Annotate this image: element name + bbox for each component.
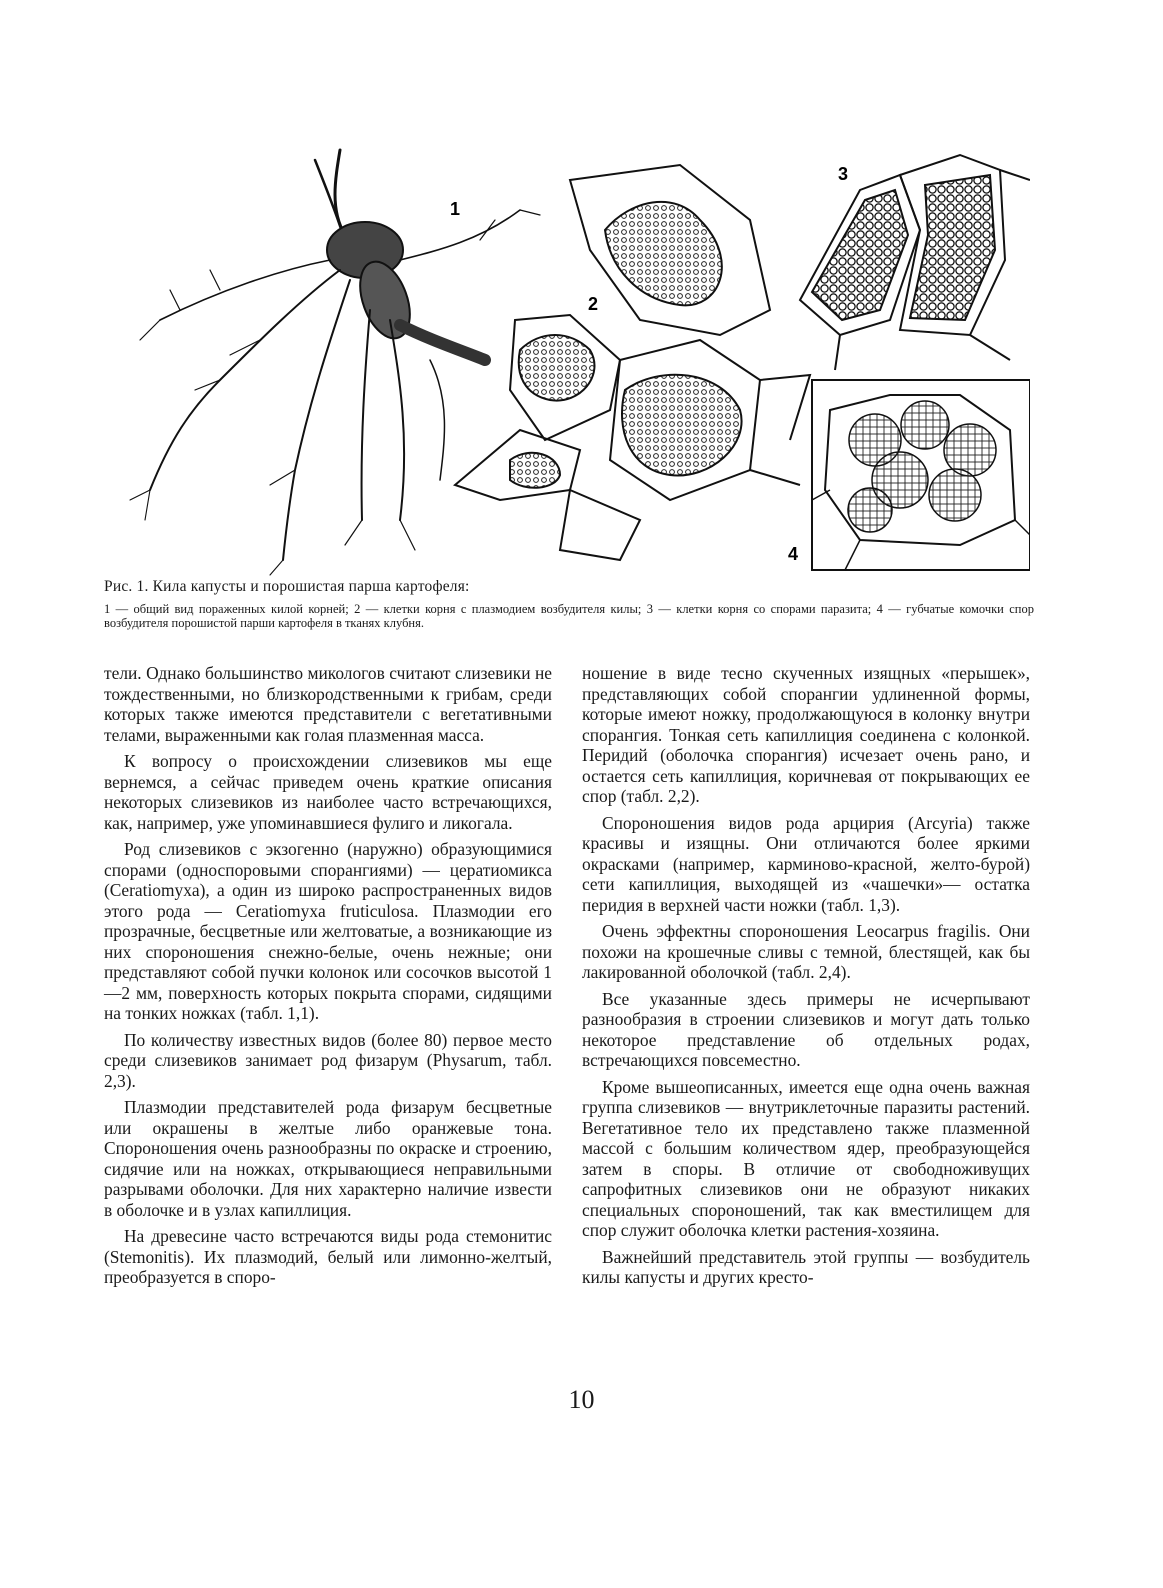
label-2: 2: [588, 294, 599, 314]
paragraph: Род слизевиков с экзогенно (наружно) образующимися спорами (односпоровыми спорангиями) — цератиомикса (Ceratiomyxa), а один из широко распространенных видов этого рода — Ceratiomyxa fruticulosa. Плазмодии его прозрачные, бесцветные или желтоватые, а возникающие из них спороношения снежно-белые, очень нежные; они представляют собой пучки колонок или сосочков высотой 1—2 мм, поверхность которых покрыта спорами, сидящими на тонких ножках (табл. 1,1).: [104, 839, 552, 1023]
figure-illustration: [100, 140, 1030, 580]
paragraph: тели. Однако большинство микологов считают слизевики не тождественными, но близкородственными к грибам, среди которых также имеются представители с вегетативными телами, выраженными как голая плазменная масса.: [104, 663, 552, 745]
left-column: [104, 663, 552, 1294]
figure-1: [100, 140, 1030, 580]
panel-4-spore-balls: [812, 380, 1030, 570]
caption-legend: 1 — общий вид пораженных килой корней; 2 — клетки корня с плазмодием возбудителя килы; 3 — клетки корня со спорами паразита; 4 — губчатые комочки спор возбудителя порошистой парши картофеля в тканях клубня.: [104, 602, 1034, 630]
paragraph: По количеству известных видов (более 80) первое место среди слизевиков занимает род физарум (Physarum, табл. 2,3).: [104, 1029, 552, 1091]
paragraph: Кроме вышеописанных, имеется еще одна очень важная группа слизевиков — внутриклеточные паразиты растений. Вегетативное тело их представлено также плазменной массой с большим количеством ядер, преобразующейся затем в споры. В отличие от свободноживущих сапрофитных слизевиков они не образуют никаких специальных спороношений, так как вместилищем для спор служит оболочка клетки растения-хозяина.: [582, 1076, 1030, 1240]
paragraph: На древесине часто встречаются виды рода стемонитис (Stemonitis). Их плазмодий, белый или лимонно-желтый, преобразуется в споро-: [104, 1226, 552, 1287]
paragraph: Очень эффектны спороношения Leocarpus fragilis. Они похожи на крошечные сливы с темной, блестящей, как бы лакированной оболочкой (табл. 2,4).: [582, 921, 1030, 982]
panel-1-roots: [130, 150, 540, 575]
paragraph: Важнейший представитель этой группы — возбудитель килы капусты и других кресто-: [582, 1246, 1030, 1287]
page-number: 10: [568, 1385, 595, 1414]
paragraph: Спороношения видов рода арцирия (Arcyria) также красивы и изящны. Они отличаются более яркими окрасками (например, карминово-красной, желто-бурой) сети капиллиция, выходящей из «чашечки»— остатка перидия в верхней части ножки (табл. 1,3).: [582, 812, 1030, 915]
panel-3-spores: [800, 155, 1030, 370]
label-1: 1: [450, 199, 461, 219]
paragraph: К вопросу о происхождении слизевиков мы еще вернемся, а сейчас приведем очень краткие описания некоторых слизевиков из наиболее часто встречающихся, как, например, уже упоминавшиеся фулиго и ликогала.: [104, 751, 552, 833]
panel-2-cells: [455, 165, 810, 560]
paragraph: Все указанные здесь примеры не исчерпывают разнообразия в строении слизевиков и могут дать только некоторое представление об отдельных родах, встречающихся повсеместно.: [582, 988, 1030, 1070]
paragraph: ношение в виде тесно скученных изящных «перышек», представляющих собой спорангии удлиненной формы, которые имеют ножку, продолжающуюся в колонку внутри спорангия. Тонкая сеть капиллиция соединена с колонкой. Перидий (оболочка спорангия) исчезает очень рано, и остается сеть капиллиция, коричневая от покрывающих ее спор (табл. 2,2).: [582, 663, 1030, 806]
right-column: [582, 663, 1030, 1294]
label-3: 3: [838, 164, 849, 184]
caption-title: Рис. 1. Кила капусты и порошистая парша картофеля:: [104, 578, 470, 595]
figure-caption: [104, 578, 1034, 630]
label-4: 4: [788, 544, 799, 564]
paragraph: Плазмодии представителей рода физарум бесцветные или окрашены в желтые либо оранжевые тона. Спороношения очень разнообразны по окраске и строению, сидячие или на ножках, открывающиеся неправильными разрывами оболочки. Для них характерно наличие извести в оболочке и в узлах капиллиция.: [104, 1097, 552, 1220]
